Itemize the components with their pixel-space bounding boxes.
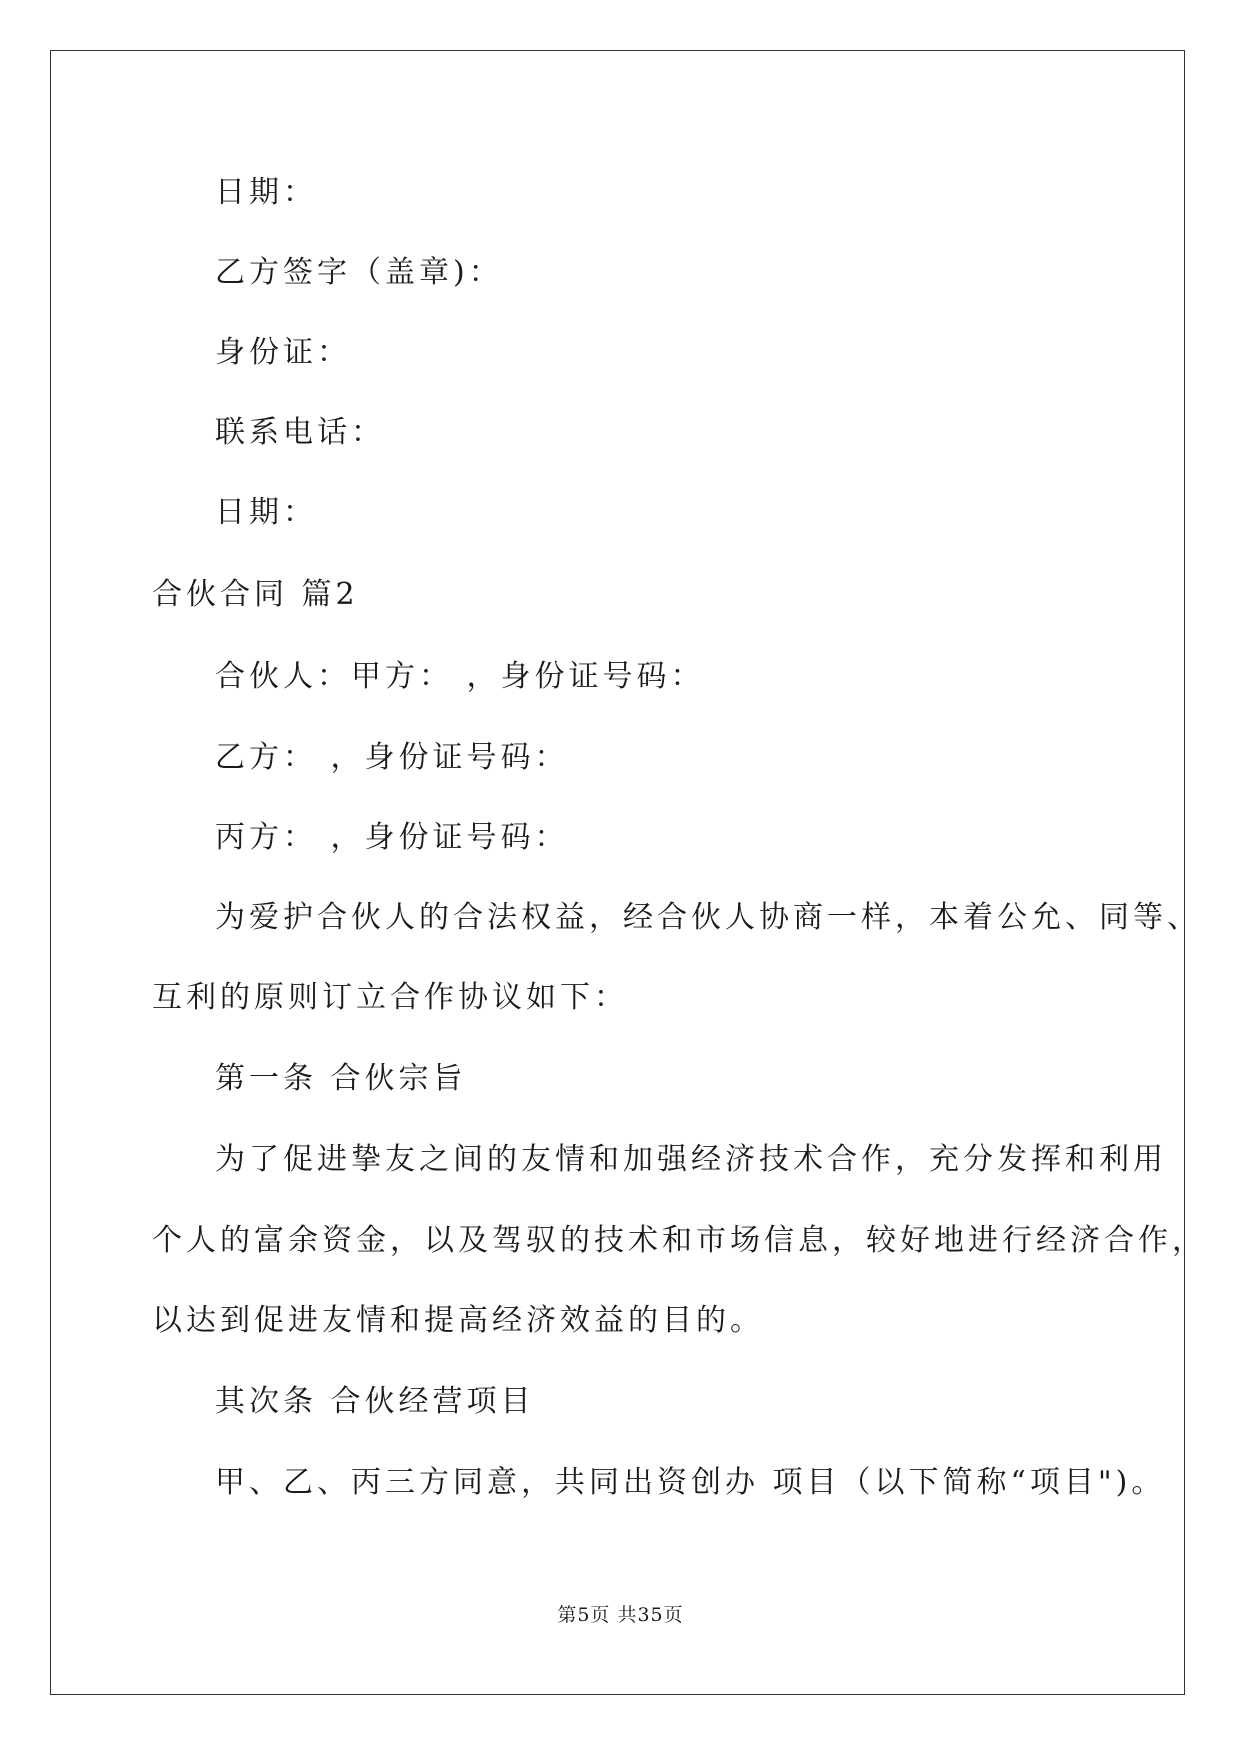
article-1-body-line-2: 个人的富余资金，以及驾驭的技术和市场信息，较好地进行经济合作，	[152, 1223, 1206, 1258]
page-number-label: 第5页 共35页	[557, 1604, 684, 1626]
date-label-1: 日期：	[215, 175, 317, 210]
date-label-2: 日期：	[215, 495, 317, 530]
party-b-signature-label: 乙方签字（盖章)：	[215, 255, 503, 290]
article-2-body-line-1: 甲、乙、丙三方同意，共同出资创办 项目（以下简称“项目")。	[215, 1465, 1166, 1500]
article-1-body-line-3: 以达到促进友情和提高经济效益的目的。	[152, 1303, 764, 1338]
intro-paragraph-line-2: 互利的原则订立合作协议如下：	[152, 980, 628, 1015]
id-card-label: 身份证：	[215, 335, 351, 370]
party-c-line: 丙方： ，身份证号码：	[215, 820, 569, 855]
partner-party-a-line: 合伙人：甲方： ，身份证号码：	[215, 659, 705, 694]
article-2-heading: 其次条 合伙经营项目	[215, 1384, 535, 1419]
article-1-body-line-1: 为了促进挚友之间的友情和加强经济技术合作，充分发挥和利用	[215, 1142, 1167, 1177]
section-heading: 合伙合同 篇2	[152, 577, 359, 612]
party-b-line: 乙方： ，身份证号码：	[215, 740, 569, 775]
article-1-heading: 第一条 合伙宗旨	[215, 1061, 467, 1096]
intro-paragraph-line-1: 为爱护合伙人的合法权益，经合伙人协商一样，本着公允、同等、	[215, 900, 1201, 935]
page-border	[50, 50, 1185, 1695]
phone-label: 联系电话：	[215, 415, 385, 450]
page-footer	[0, 1603, 1241, 1627]
